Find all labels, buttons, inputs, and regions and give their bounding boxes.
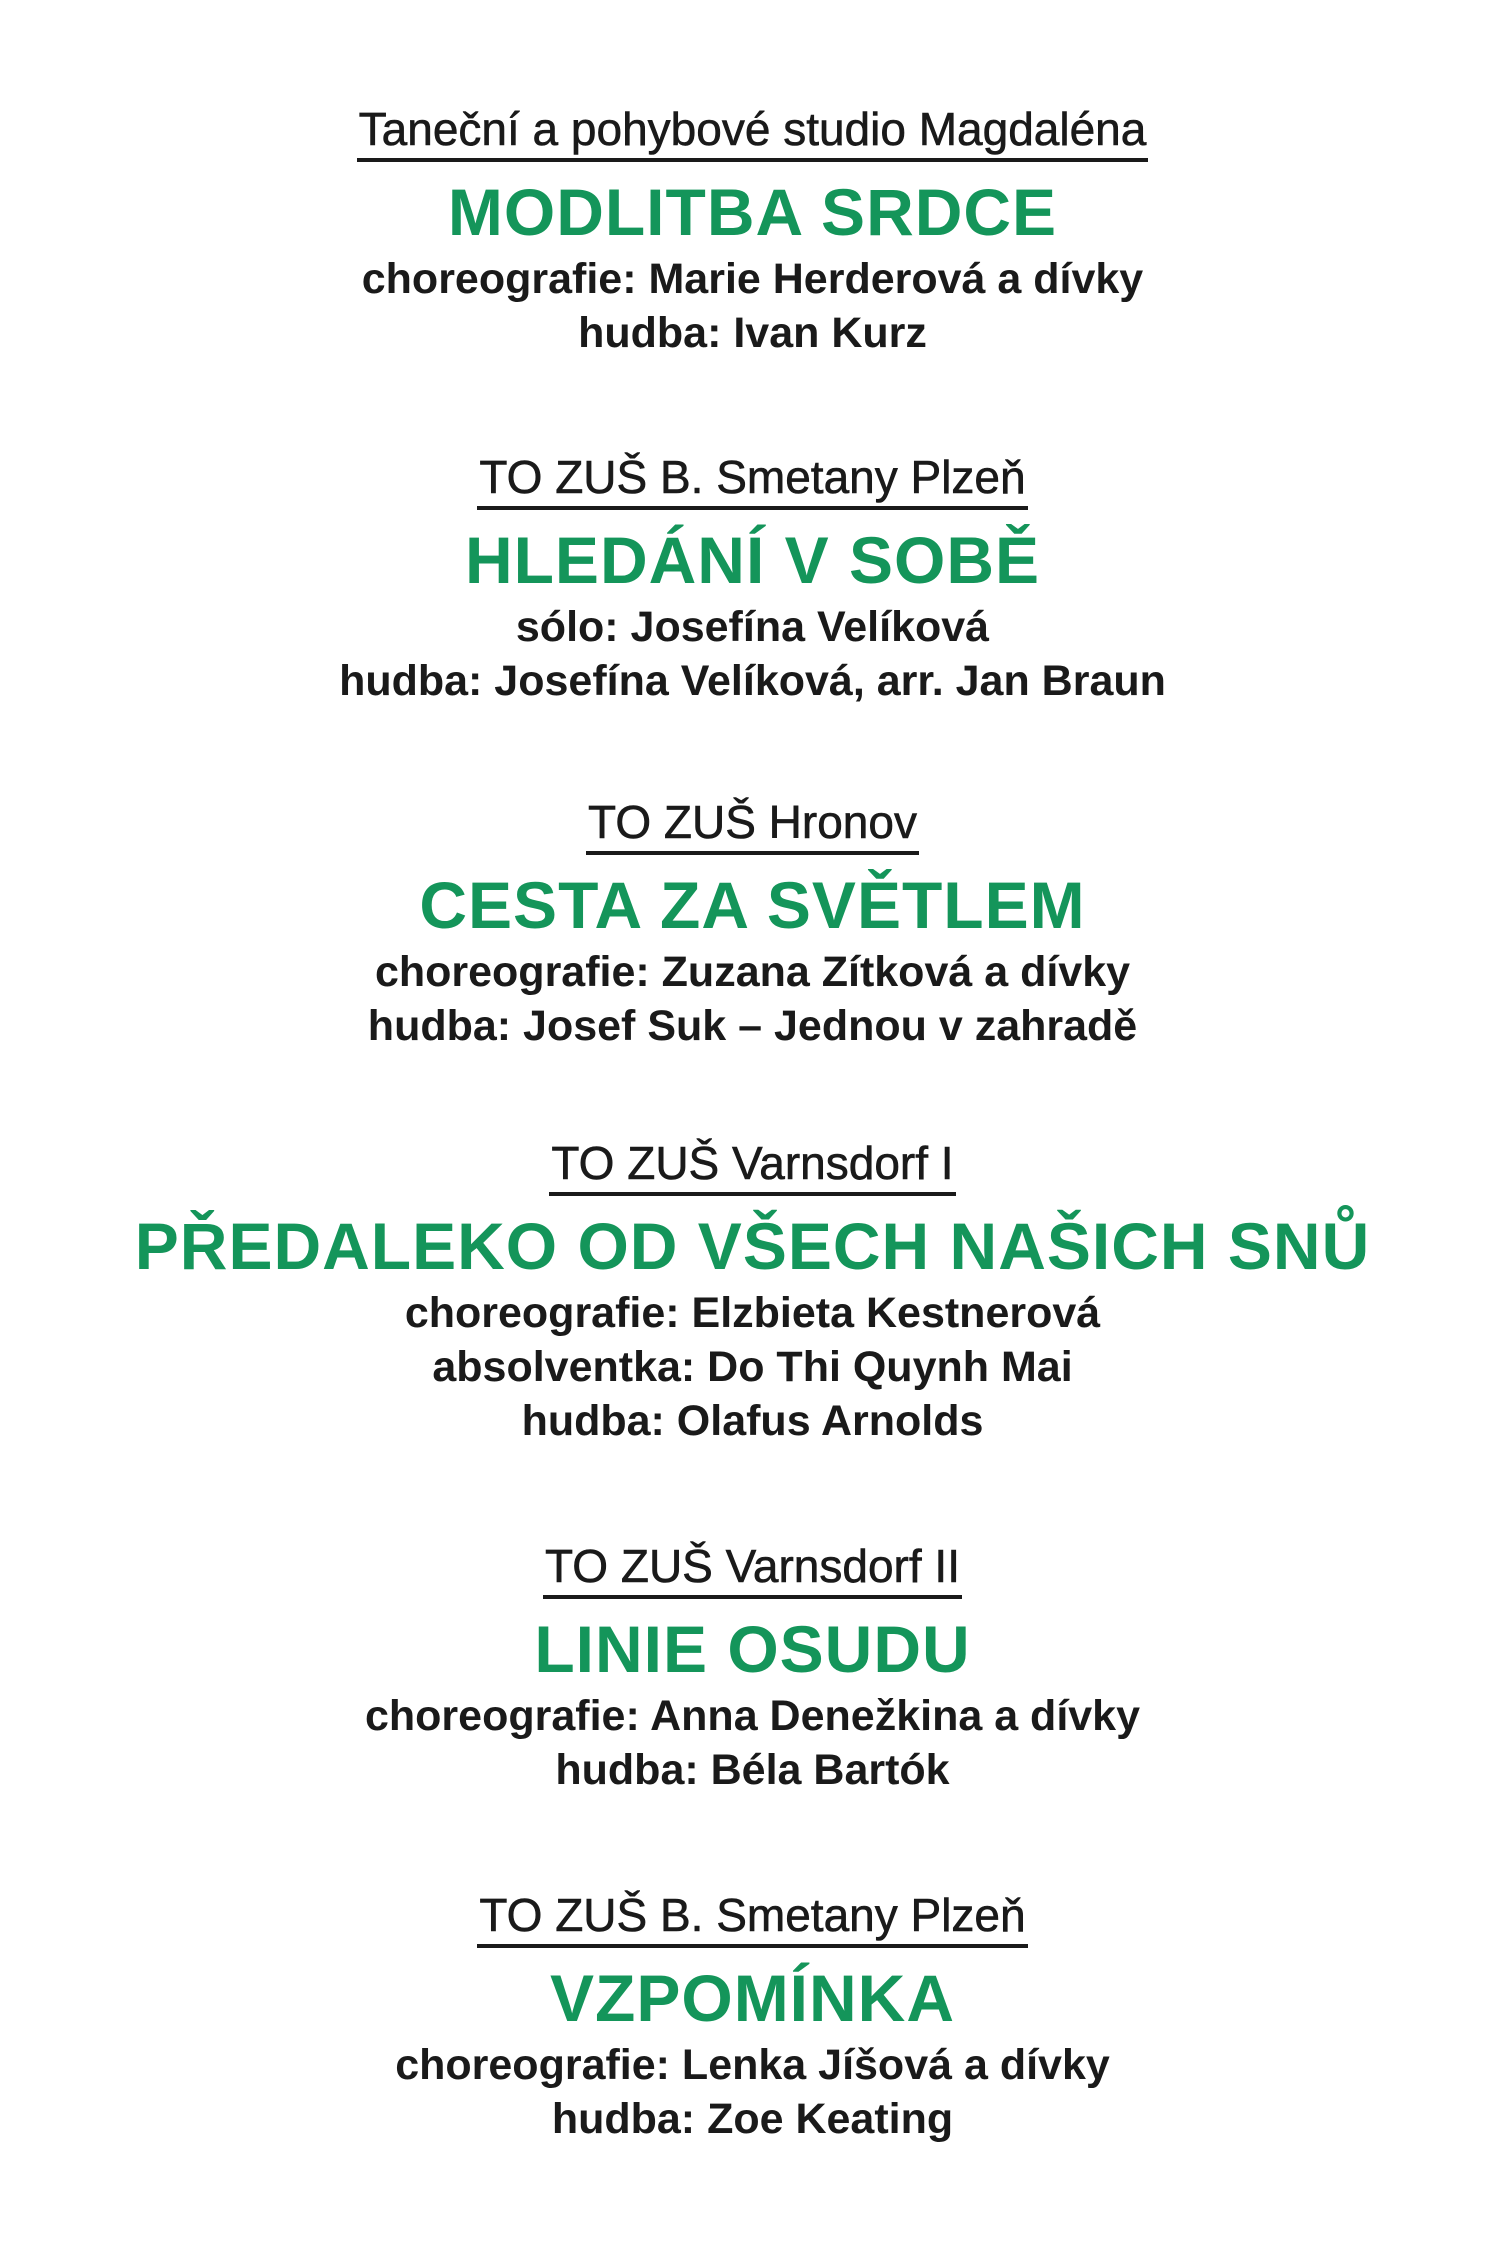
credit-line: choreografie: Marie Herderová a dívky: [361, 255, 1144, 303]
piece-title: HLEDÁNÍ V SOBĚ: [464, 523, 1041, 597]
credit-line: absolventka: Do Thi Quynh Mai: [432, 1343, 1073, 1391]
credit-line: hudba: Béla Bartók: [555, 1746, 950, 1794]
program-item: [0, 100, 1505, 360]
credit-line: sólo: Josefína Velíková: [515, 603, 990, 651]
ensemble-name: Taneční a pohybové studio Magdaléna: [357, 100, 1149, 162]
credit-line: hudba: Olafus Arnolds: [521, 1397, 984, 1445]
piece-title: CESTA ZA SVĚTLEM: [419, 868, 1086, 942]
ensemble-name: TO ZUŠ B. Smetany Plzeň: [477, 1886, 1027, 1948]
credit-line: hudba: Josefína Velíková, arr. Jan Braun: [339, 657, 1166, 705]
ensemble-name: TO ZUŠ B. Smetany Plzeň: [477, 448, 1027, 510]
credit-line: choreografie: Zuzana Zítková a dívky: [374, 948, 1131, 996]
credit-line: hudba: Josef Suk – Jednou v zahradě: [367, 1002, 1138, 1050]
piece-title: PŘEDALEKO OD VŠECH NAŠICH SNŮ: [134, 1209, 1371, 1283]
piece-title: MODLITBA SRDCE: [447, 175, 1058, 249]
program-item: [0, 1537, 1505, 1797]
piece-title: VZPOMÍNKA: [550, 1961, 955, 2035]
program-item: [0, 1134, 1505, 1448]
program-item: [0, 448, 1505, 708]
credit-line: choreografie: Elzbieta Kestnerová: [404, 1289, 1101, 1337]
credit-line: hudba: Zoe Keating: [551, 2095, 954, 2143]
program-item: [0, 793, 1505, 1053]
credit-line: hudba: Ivan Kurz: [578, 309, 927, 357]
ensemble-name: TO ZUŠ Varnsdorf II: [543, 1537, 962, 1599]
piece-title: LINIE OSUDU: [534, 1612, 971, 1686]
ensemble-name: TO ZUŠ Varnsdorf I: [549, 1134, 955, 1196]
ensemble-name: TO ZUŠ Hronov: [586, 793, 919, 855]
credit-line: choreografie: Lenka Jíšová a dívky: [395, 2041, 1110, 2089]
program-item: [0, 1886, 1505, 2146]
credit-line: choreografie: Anna Denežkina a dívky: [364, 1692, 1141, 1740]
